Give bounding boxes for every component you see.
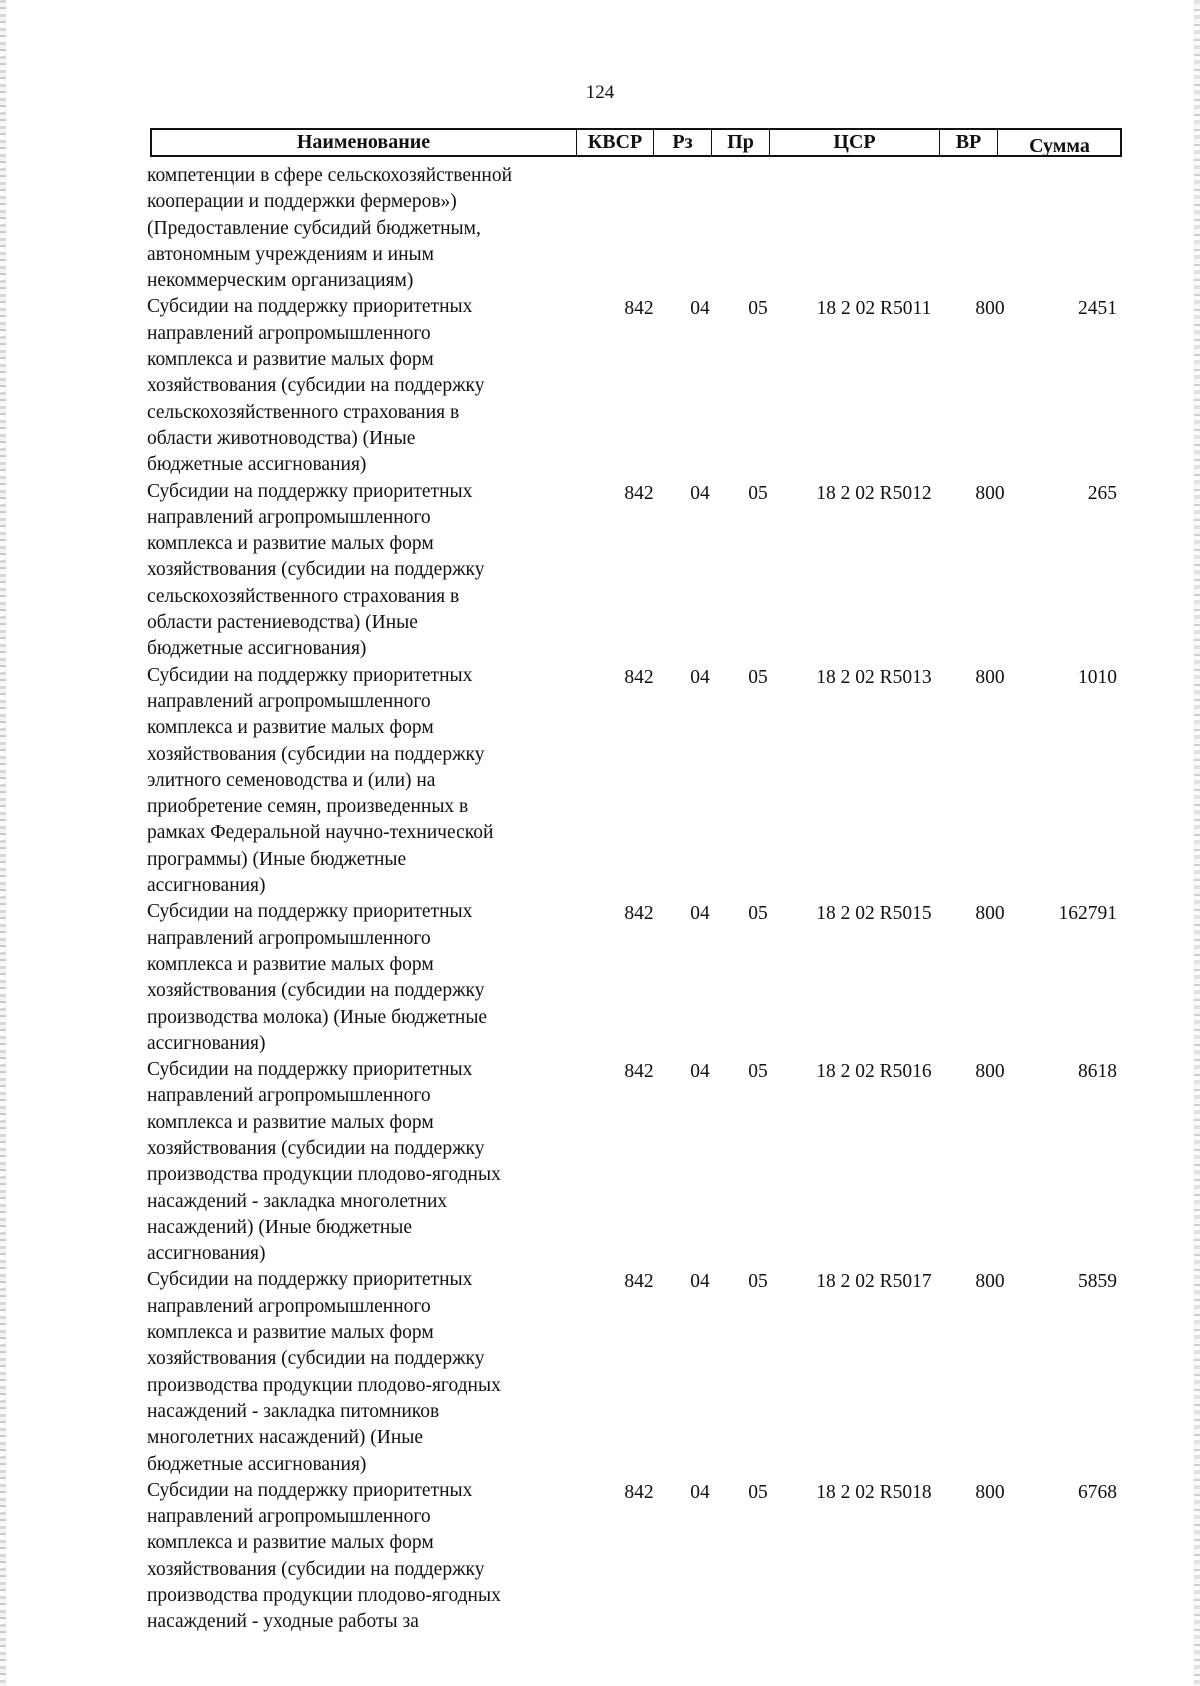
row-name: Субсидии на поддержку приоритетных направлений агропромышленного комплекса и развитие малых форм хозяйствования (субсидии на поддержку сельскохозяйственного страхования в области растениеводства) (Иные бюджетные ассигнования) xyxy=(147,480,485,660)
row-rz: 04 xyxy=(690,1271,710,1293)
row-name: Субсидии на поддержку приоритетных направлений агропромышленного комплекса и развитие малых форм хозяйствования (субсидии на поддержку производства продукции плодово-ягодных насаждений - закладка многолетних насаждений) (Иные бюджетные ассигнования) xyxy=(147,1059,501,1265)
table-row xyxy=(147,163,1125,294)
row-sum: 6768 xyxy=(1078,1481,1117,1503)
table-row xyxy=(147,479,1125,663)
header-csr: ЦСР xyxy=(770,129,940,156)
row-sum: 5859 xyxy=(1078,1271,1117,1293)
row-vr: 800 xyxy=(975,298,1005,320)
row-rz: 04 xyxy=(690,1061,710,1083)
row-sum: 162791 xyxy=(1058,903,1117,925)
table-row xyxy=(147,1267,1125,1477)
row-pr: 05 xyxy=(748,1271,768,1293)
row-vr: 800 xyxy=(975,1061,1005,1083)
row-vr: 800 xyxy=(975,1481,1005,1503)
row-kvsr: 842 xyxy=(624,903,654,925)
scan-edge-left xyxy=(0,0,6,1686)
row-pr: 05 xyxy=(748,1481,768,1503)
row-vr: 800 xyxy=(975,666,1005,688)
header-rz: Рз xyxy=(654,129,712,156)
row-name: Субсидии на поддержку приоритетных направлений агропромышленного комплекса и развитие малых форм хозяйствования (субсидии на поддержку производства молока) (Иные бюджетные ассигнования) xyxy=(147,901,488,1054)
row-kvsr: 842 xyxy=(624,482,654,504)
row-rz: 04 xyxy=(690,903,710,925)
row-csr: 18 2 02 R5018 xyxy=(816,1481,932,1503)
row-name: Субсидии на поддержку приоритетных направлений агропромышленного комплекса и развитие малых форм хозяйствования (субсидии на поддержку производства продукции плодово-ягодных насаждений - уходные работы за xyxy=(147,1479,501,1633)
row-rz: 04 xyxy=(690,482,710,504)
row-csr xyxy=(787,163,961,294)
header-kvsr: КВСР xyxy=(577,129,654,156)
row-sum: 1010 xyxy=(1078,666,1117,688)
row-rz: 04 xyxy=(690,1481,710,1503)
row-kvsr: 842 xyxy=(624,1271,654,1293)
row-name: Субсидии на поддержку приоритетных направлений агропромышленного комплекса и развитие малых форм хозяйствования (субсидии на поддержку сельскохозяйственного страхования в области животноводства) (Иные бюджетные ассигнования) xyxy=(147,296,485,476)
row-name: Субсидии на поддержку приоритетных направлений агропромышленного комплекса и развитие малых форм хозяйствования (субсидии на поддержку элитного семеноводства и (или) на приобретение семян, произведенных в рамках Федеральной научно-технической программы) (Иные бюджетные ассигнования) xyxy=(147,664,494,897)
row-csr: 18 2 02 R5017 xyxy=(816,1271,932,1293)
row-sum: 2451 xyxy=(1078,298,1117,320)
scan-edge-right xyxy=(1194,0,1200,1686)
row-pr: 05 xyxy=(748,482,768,504)
header-pr: Пр xyxy=(712,129,770,156)
row-rz: 04 xyxy=(690,298,710,320)
header-name: Наименование xyxy=(151,129,577,156)
row-pr: 05 xyxy=(748,298,768,320)
row-csr: 18 2 02 R5013 xyxy=(816,666,932,688)
row-sum: 8618 xyxy=(1078,1061,1117,1083)
row-kvsr: 842 xyxy=(624,666,654,688)
row-rz xyxy=(671,163,729,294)
table-row xyxy=(147,1057,1125,1267)
header-sum: Сумма xyxy=(1029,135,1090,157)
row-kvsr: 842 xyxy=(624,298,654,320)
page-number: 124 xyxy=(585,82,615,103)
row-pr xyxy=(729,163,787,294)
row-name: компетенции в сфере сельскохозяйственной кооперации и поддержки фермеров») (Предоставление субсидий бюджетным, автономным учреждениям и иным некоммерческим организациям) xyxy=(147,165,513,292)
header-vr: ВР xyxy=(940,129,998,156)
row-csr: 18 2 02 R5012 xyxy=(816,482,932,504)
table-body xyxy=(147,163,1125,1636)
row-vr: 800 xyxy=(975,1271,1005,1293)
row-rz: 04 xyxy=(690,666,710,688)
table-row xyxy=(147,663,1125,900)
row-name: Субсидии на поддержку приоритетных направлений агропромышленного комплекса и развитие малых форм хозяйствования (субсидии на поддержку производства продукции плодово-ягодных насаждений - закладка питомников многолетних насаждений) (Иные бюджетные ассигнования) xyxy=(147,1269,501,1475)
row-pr: 05 xyxy=(748,666,768,688)
table-row xyxy=(147,899,1125,1057)
row-csr: 18 2 02 R5016 xyxy=(816,1061,932,1083)
table-header xyxy=(150,128,1122,157)
row-sum: 265 xyxy=(1087,482,1117,504)
row-pr: 05 xyxy=(748,1061,768,1083)
row-kvsr xyxy=(607,163,671,294)
row-vr: 800 xyxy=(975,482,1005,504)
row-kvsr: 842 xyxy=(624,1481,654,1503)
table-row xyxy=(147,294,1125,478)
table-row xyxy=(147,1478,1125,1636)
row-pr: 05 xyxy=(748,903,768,925)
row-vr: 800 xyxy=(975,903,1005,925)
row-kvsr: 842 xyxy=(624,1061,654,1083)
row-csr: 18 2 02 R5015 xyxy=(816,903,932,925)
row-vr xyxy=(961,163,1019,294)
row-csr: 18 2 02 R5011 xyxy=(816,298,932,320)
row-sum xyxy=(1019,163,1125,294)
